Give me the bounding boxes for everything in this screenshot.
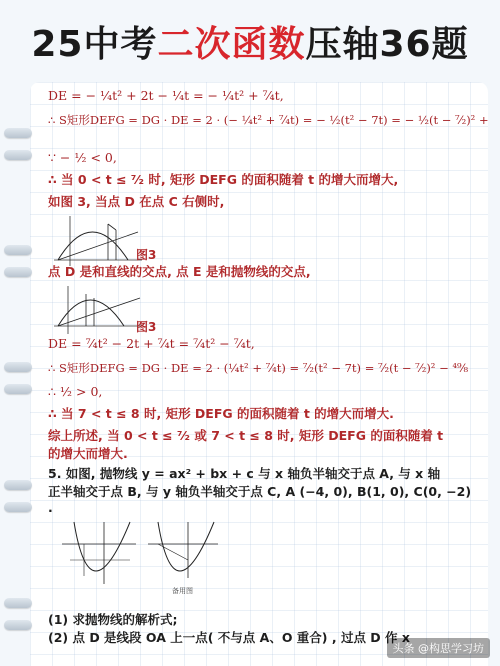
- binder-ring: [4, 598, 32, 608]
- figure-3-graph: [50, 284, 146, 338]
- text-line: DE = − ¼t² + 2t − ¼t = − ¼t² + ⁷⁄₄t,: [48, 88, 284, 103]
- title-suffix: 压轴36题: [305, 23, 469, 65]
- binder-ring: [4, 150, 32, 160]
- binder-ring: [4, 620, 32, 630]
- figure-3-label: 图3: [136, 320, 157, 334]
- page-title: [31, 16, 468, 67]
- title-prefix: 25中考: [31, 23, 158, 65]
- header: [0, 0, 500, 82]
- text-line: 正半轴交于点 B, 与 y 轴负半轴交于点 C, A (−4, 0), B(1, 0), C(0, −2): [48, 484, 472, 499]
- text-line: ∴ 当 7 < t ≤ 8 时, 矩形 DEFG 的面积随着 t 的增大而增大.: [48, 406, 394, 421]
- figure-3-graph: [50, 214, 146, 268]
- binder-ring: [4, 384, 32, 394]
- text-line: ∴ ½ > 0,: [48, 384, 103, 399]
- binder-rings: [4, 0, 34, 666]
- binder-ring: [4, 267, 32, 277]
- text-line: 综上所述, 当 0 < t ≤ ⁷⁄₂ 或 7 < t ≤ 8 时, 矩形 DEFG 的面积随着 t: [48, 428, 444, 443]
- text-line: (2) 点 D 是线段 OA 上一点( 不与点 A、O 重合) , 过点 D 作 x: [48, 630, 410, 645]
- text-line: 的增大而增大.: [48, 446, 128, 461]
- text-line: 如图 3, 当点 D 在点 C 右侧时,: [48, 194, 225, 209]
- text-line: 5. 如图, 抛物线 y = ax² + bx + c 与 x 轴负半轴交于点 A, 与 x 轴: [48, 466, 441, 481]
- text-line: 点 D 是和直线的交点, 点 E 是和抛物线的交点,: [48, 264, 311, 279]
- text-line: DE = ⁷⁄₄t² − 2t + ⁷⁄₄t = ⁷⁄₄t² − ⁷⁄₄t,: [48, 336, 255, 351]
- text-line: ∵ − ½ < 0,: [48, 150, 117, 165]
- text-line: ∴ 当 0 < t ≤ ⁷⁄₂ 时, 矩形 DEFG 的面积随着 t 的增大而增大,: [48, 172, 399, 187]
- text-line: ∴ S矩形DEFG = DG · DE = 2 · (− ¼t² + ⁷⁄₄t) = − ½(t² − 7t) = − ½(t − ⁷⁄₂)² +: [48, 113, 489, 127]
- backup-figure-label: 备用图: [172, 587, 193, 595]
- binder-ring: [4, 128, 32, 138]
- text-line: (1) 求抛物线的解析式;: [48, 612, 178, 627]
- problem-5-figure: [60, 520, 138, 586]
- binder-ring: [4, 362, 32, 372]
- title-accent: 二次函数: [157, 23, 306, 65]
- text-line: .: [48, 500, 53, 515]
- binder-ring: [4, 245, 32, 255]
- text-line: ∴ S矩形DEFG = DG · DE = 2 · (¼t² + ⁷⁄₄t) = ⁷⁄₂(t² − 7t) = ⁷⁄₂(t − ⁷⁄₂)² − ⁴⁹⁄₈: [48, 361, 469, 375]
- figure-3-label: 图3: [136, 248, 157, 262]
- backup-figure: [146, 520, 220, 586]
- watermark: 头条 @构思学习坊: [387, 638, 491, 658]
- binder-ring: [4, 502, 32, 512]
- binder-ring: [4, 480, 32, 490]
